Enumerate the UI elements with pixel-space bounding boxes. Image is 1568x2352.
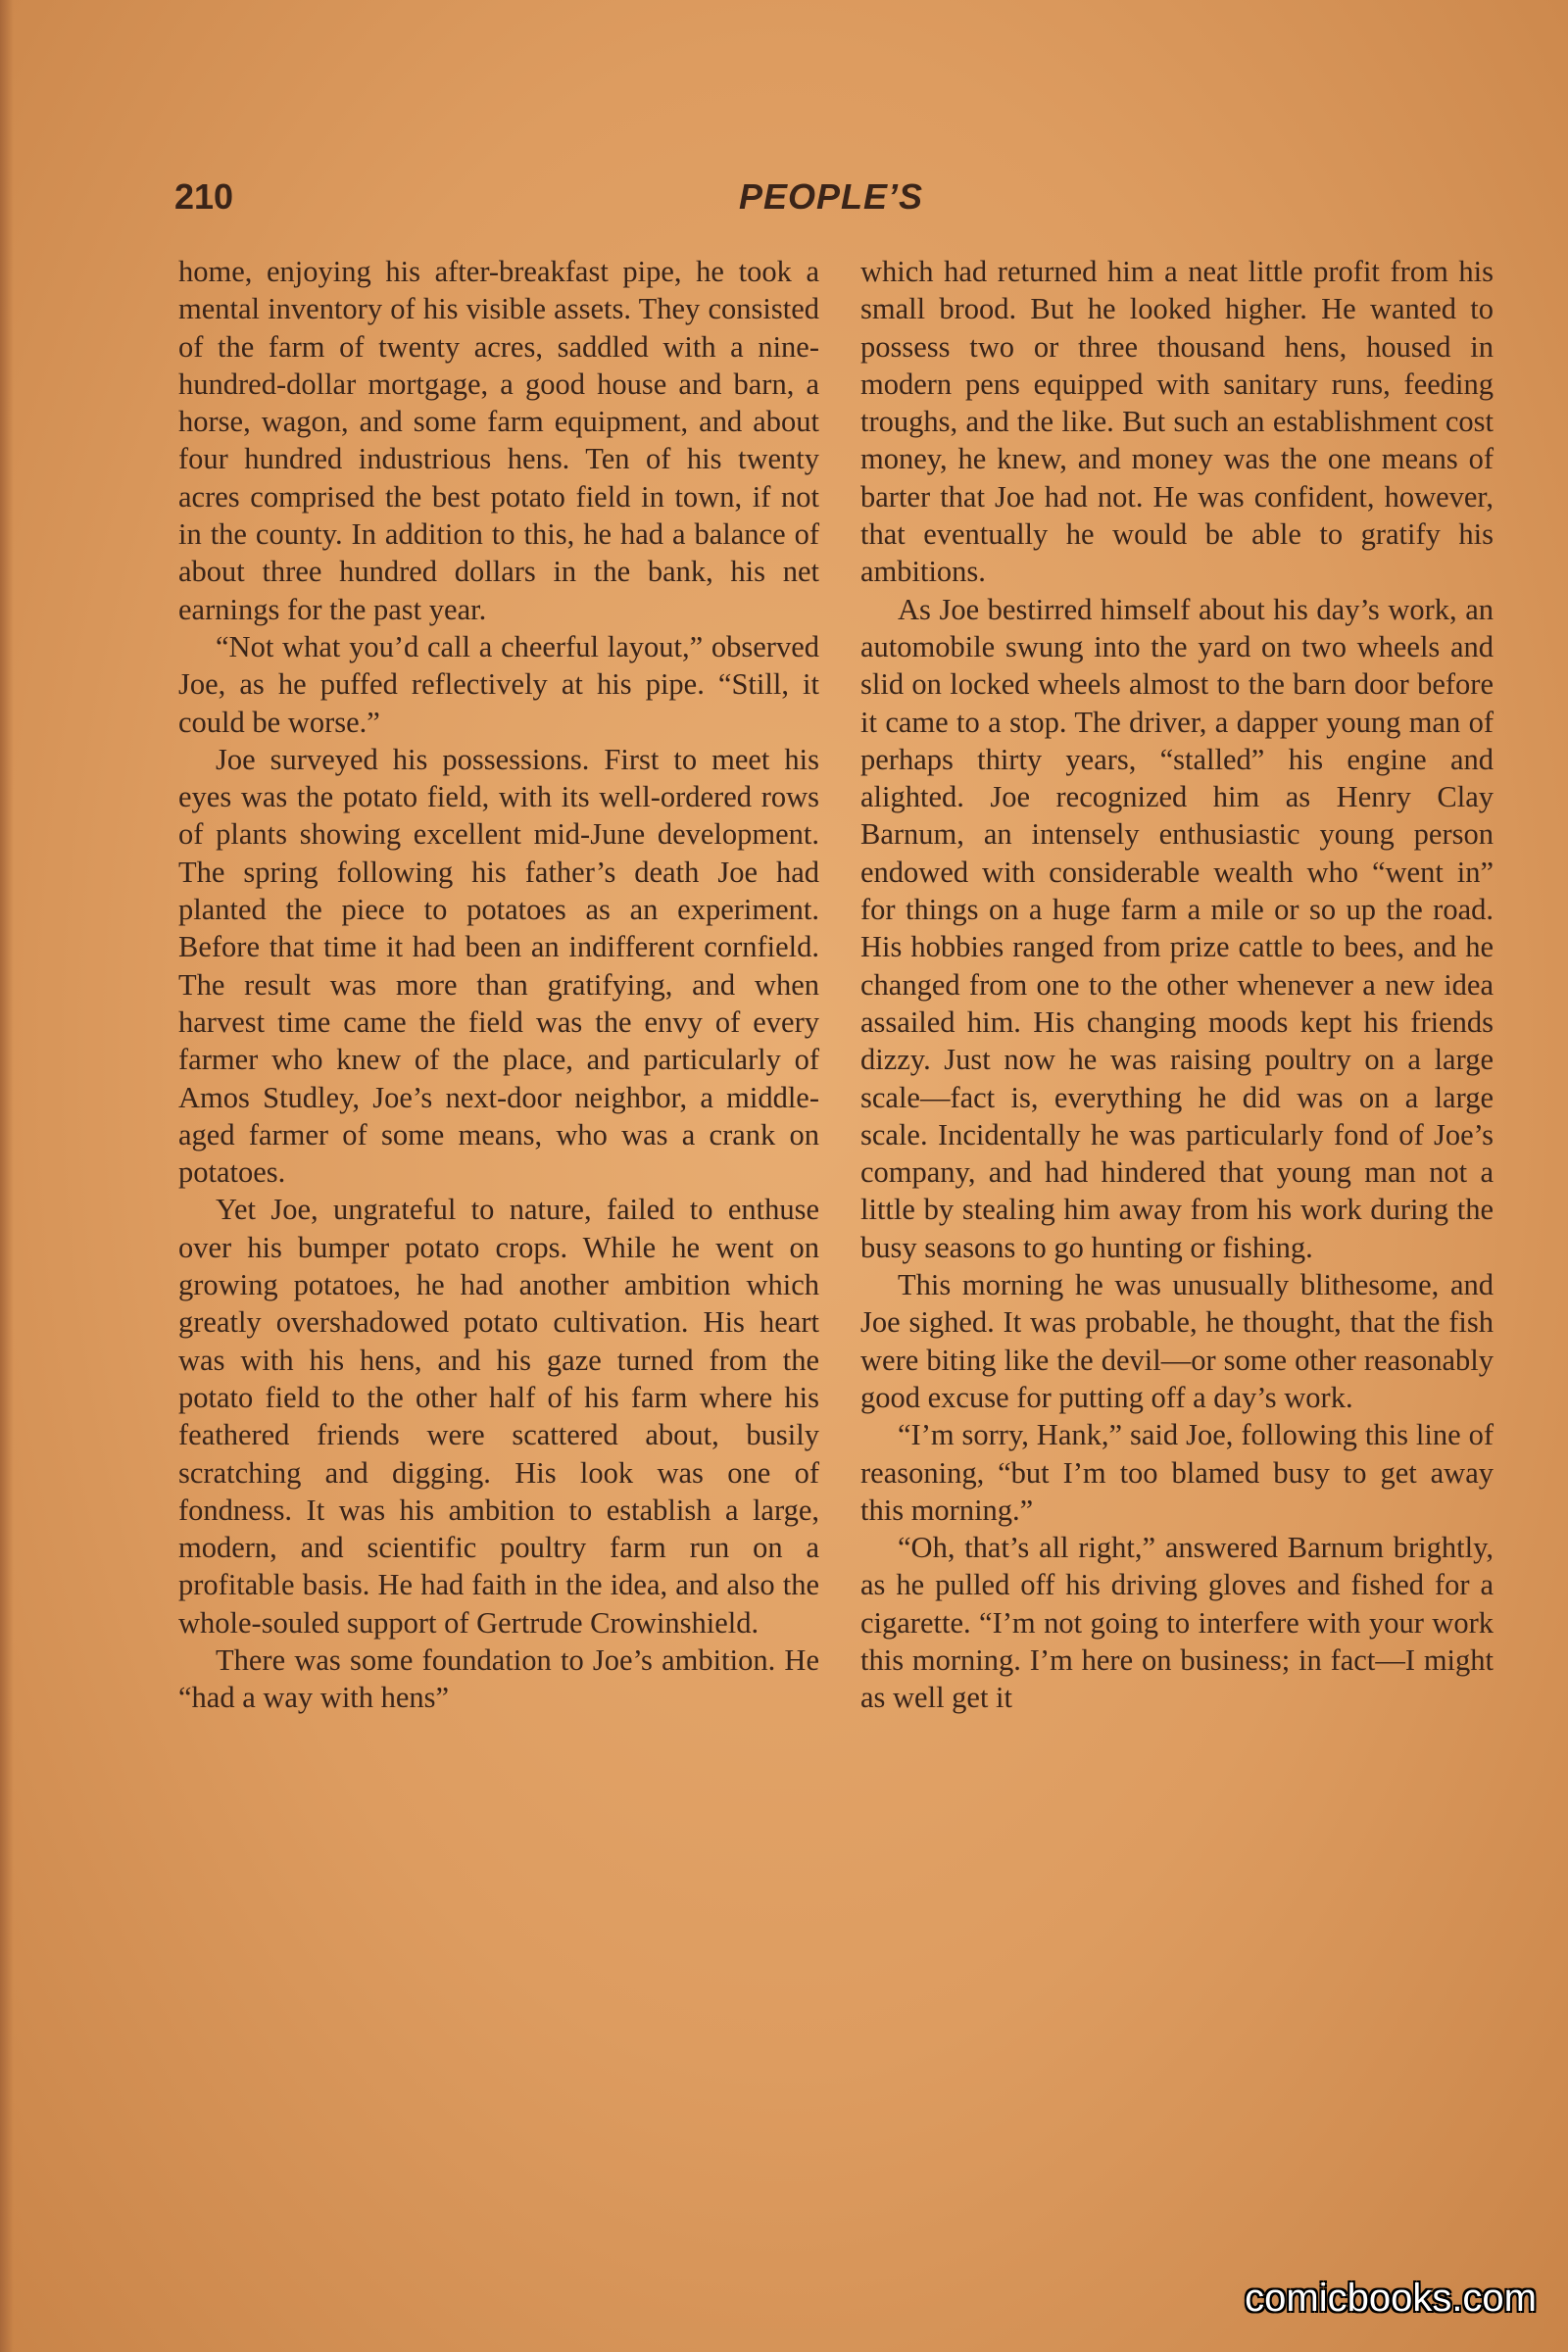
page-number: 210 — [174, 176, 234, 217]
paragraph: “Oh, that’s all right,” answered Barnum brightly, as he pulled off his driving gloves and fished for a cigarette. “I’m not going to interfere with your work this morning. I’m here on business; in fact—I might as well get it — [860, 1531, 1494, 1715]
page-edge — [0, 0, 14, 2352]
page-header — [174, 176, 1488, 235]
paragraph: Yet Joe, ungrateful to nature, failed to enthuse over his bumper potato crops. While he went on growing potatoes, he had another ambition which greatly overshadowed potato cultivation. His heart was with his hens, and his gaze turned from the potato field to the other half of his farm where his feathered friends were scattered about, busily scratching and digging. His look was one of fondness. It was his ambition to establish a large, modern, and scientific poultry farm run on a profitable basis. He had faith in the idea, and also the whole-souled support of Gertrude Crowinshield. — [178, 1193, 819, 1640]
site-watermark: comicbooks.com — [1245, 2277, 1537, 2320]
right-column — [860, 253, 1494, 1717]
paragraph: “Not what you’d call a cheerful layout,” observed Joe, as he puffed reflectively at his pipe. “Still, it could be worse.” — [178, 629, 819, 739]
paragraph: “I’m sorry, Hank,” said Joe, following this line of reasoning, “but I’m too blamed busy to get away this morning.” — [860, 1418, 1494, 1527]
left-column — [178, 253, 819, 1717]
paragraph: As Joe bestirred himself about his day’s work, an automobile swung into the yard on two wheels and slid on locked wheels almost to the barn door before it came to a stop. The driver, a dapper young man of perhaps thirty years, “stalled” his engine and alighted. Joe recognized him as Henry Clay Barnum, an intensely enthusiastic young person endowed with considerable wealth who “went in” for things on a huge farm a mile or so up the road. His hobbies ranged from prize cattle to bees, and he changed from one to the other whenever a new idea assailed him. His changing moods kept his friends dizzy. Just now he was raising poultry on a large scale—fact is, everything he did was on a large scale. Incidentally he was particularly fond of Joe’s company, and had hindered that young man not a little by stealing him away from his work during the busy seasons to go hunting or fishing. — [860, 592, 1494, 1264]
paragraph: home, enjoying his after-breakfast pipe, he took a mental inventory of his visible assets. They consisted of the farm of twenty acres, saddled with a nine-hundred-dollar mortgage, a good house and barn, a horse, wagon, and some farm equipment, and about four hundred industrious hens. Ten of his twenty acres comprised the best potato field in town, if not in the county. In addition to this, he had a balance of about three hundred dollars in the bank, his net earnings for the past year. — [178, 255, 819, 626]
paragraph: This morning he was unusually blithesome, and Joe sighed. It was probable, he thought, that the fish were biting like the devil—or some other reasonably good excuse for putting off a day’s work. — [860, 1268, 1494, 1414]
running-title: PEOPLE’S — [738, 176, 924, 217]
paragraph: Joe surveyed his possessions. First to meet his eyes was the potato field, with its well-ordered rows of plants showing excellent mid-June development. The spring following his father’s death Joe had planted the piece to potatoes as an experiment. Before that time it had been an indifferent cornfield. The result was more than gratifying, and when harvest time came the field was the envy of every farmer who knew of the place, and particularly of Amos Studley, Joe’s next-door neighbor, a middle-aged farmer of some means, who was a crank on potatoes. — [178, 742, 819, 1190]
paragraph: which had returned him a neat little profit from his small brood. But he looked higher. He wanted to possess two or three thousand hens, housed in modern pens equipped with sanitary runs, feeding troughs, and the like. But such an establishment cost money, he knew, and money was the one means of barter that Joe had not. He was confident, however, that eventually he would be able to gratify his ambitions. — [860, 255, 1494, 589]
paragraph: There was some foundation to Joe’s ambition. He “had a way with hens” — [178, 1642, 819, 1715]
